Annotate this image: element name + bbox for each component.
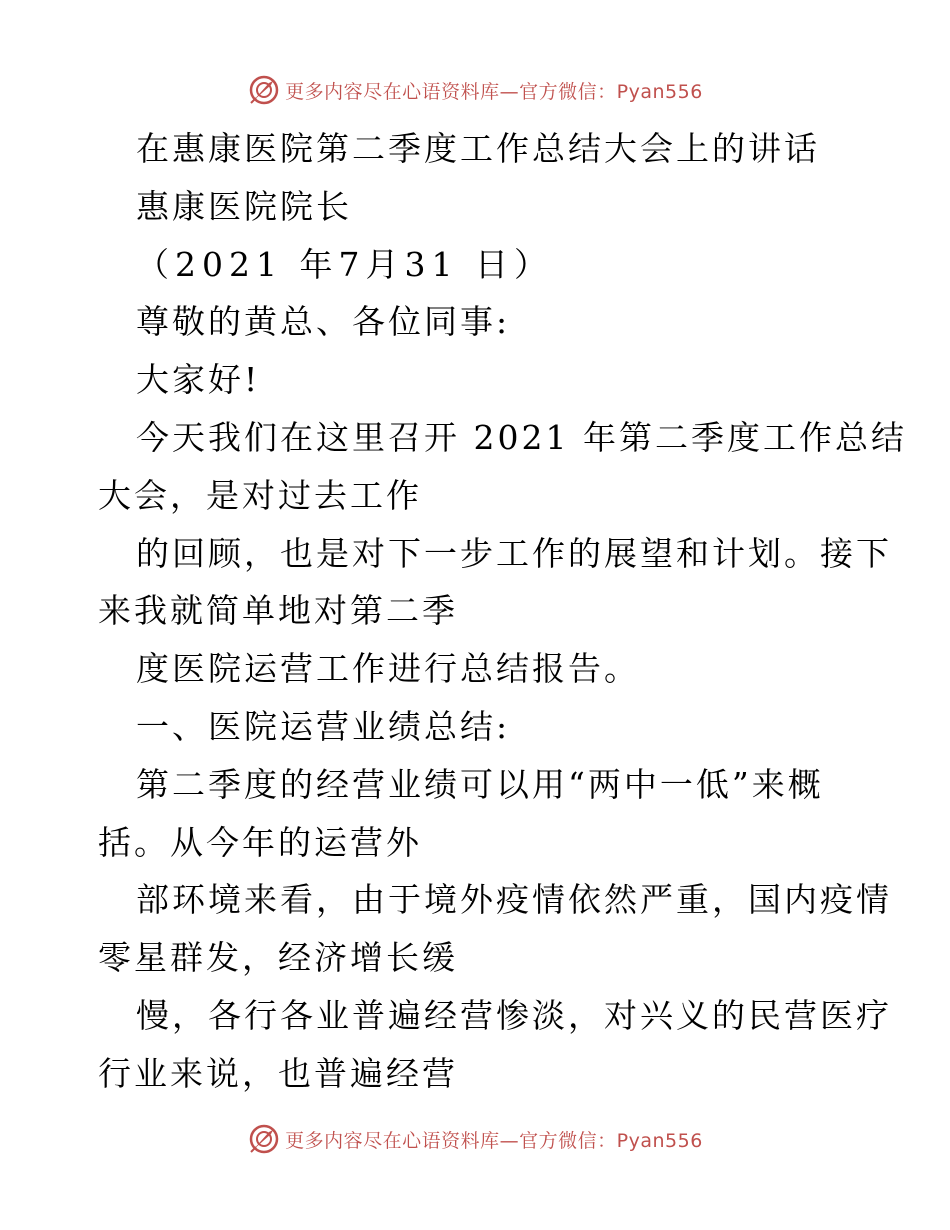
document-body bbox=[98, 120, 907, 1103]
watermark-text: 更多内容尽在心语资料库—官方微信：Pyan556 bbox=[285, 80, 703, 103]
salutation-line: 尊敬的黄总、各位同事: bbox=[136, 302, 511, 342]
date-line: （2021 年7月31 日） bbox=[136, 244, 553, 284]
body-line: 度医院运营工作进行总结报告。 bbox=[136, 649, 640, 689]
quill-pen-logo-icon bbox=[247, 1122, 281, 1156]
body-line: 零星群发，经济增长缓 bbox=[98, 938, 458, 978]
body-line: 今天我们在这里召开 2021 年第二季度工作总结 bbox=[136, 417, 907, 457]
watermark-text: 更多内容尽在心语资料库—官方微信：Pyan556 bbox=[285, 1129, 703, 1152]
body-line: 括。从今年的运营外 bbox=[98, 822, 422, 862]
body-line: 行业来说，也普遍经营 bbox=[98, 1053, 458, 1093]
section-heading: 一、医院运营业绩总结: bbox=[136, 706, 511, 746]
speech-title: 在惠康医院第二季度工作总结大会上的讲话 bbox=[136, 129, 820, 168]
footer-watermark-banner bbox=[0, 1119, 950, 1159]
quill-pen-logo-icon bbox=[247, 73, 281, 107]
body-line: 第二季度的经营业绩可以用“两中一低”来概 bbox=[136, 764, 824, 804]
body-line: 大会，是对过去工作 bbox=[98, 475, 422, 515]
header-watermark-banner bbox=[0, 70, 950, 110]
body-line: 来我就简单地对第二季 bbox=[98, 591, 458, 631]
body-line: 部环境来看，由于境外疫情依然严重，国内疫情 bbox=[136, 880, 892, 920]
body-line: 慢，各行各业普遍经营惨淡，对兴义的民营医疗 bbox=[136, 995, 892, 1035]
body-line: 的回顾，也是对下一步工作的展望和计划。接下 bbox=[136, 533, 892, 573]
greeting-line: 大家好! bbox=[136, 360, 261, 400]
speaker-line: 惠康医院院长 bbox=[136, 186, 352, 226]
